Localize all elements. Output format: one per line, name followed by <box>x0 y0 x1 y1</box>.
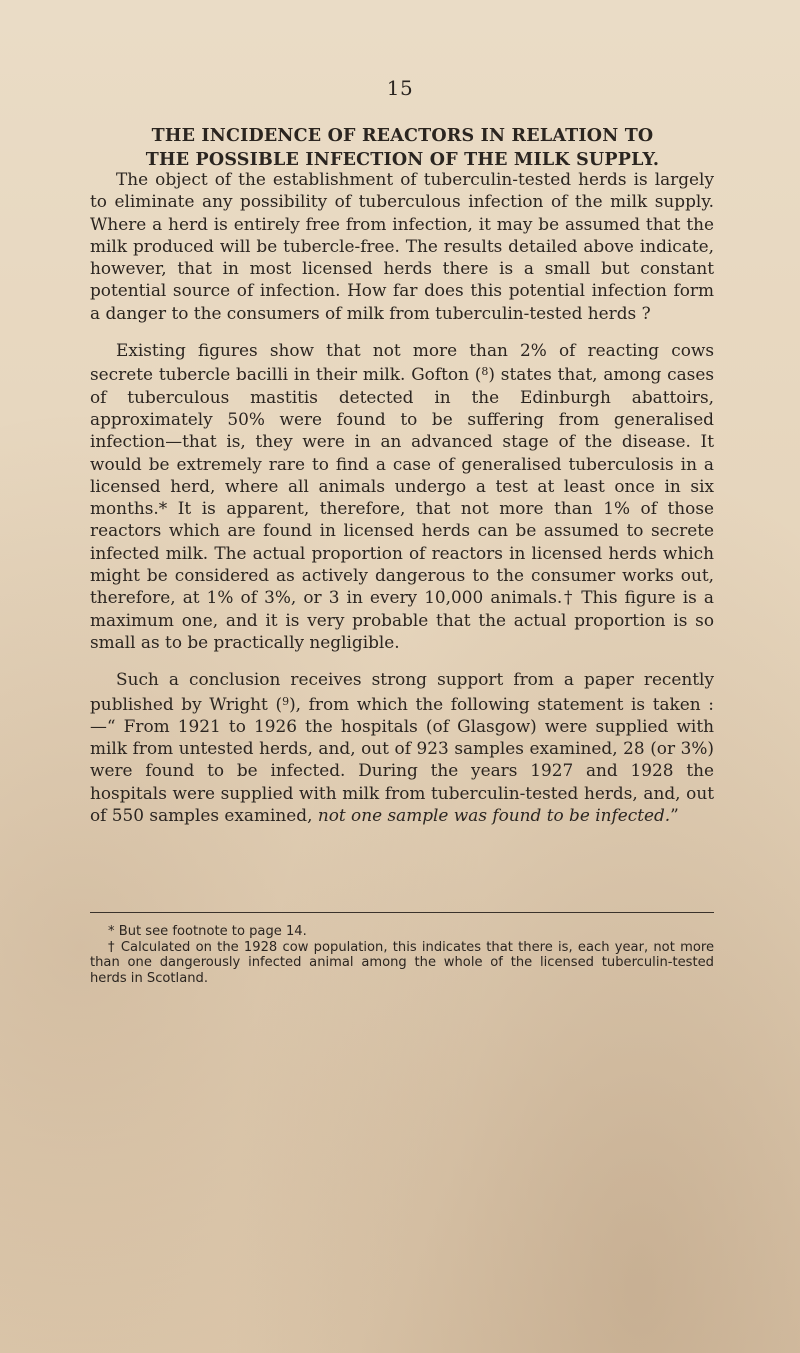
heading-line-2: THE POSSIBLE INFECTION OF THE MILK SUPPLY. <box>145 150 660 170</box>
paragraph-3-italic-text: not one sample was found to be infected. <box>317 805 671 826</box>
heading-line-1: THE INCIDENCE OF REACTORS IN RELATION TO <box>151 126 654 146</box>
reference-number: 8 <box>481 365 489 379</box>
reference-number: 9 <box>282 694 290 708</box>
footnote-1: * But see footnote to page 14. <box>108 924 307 939</box>
paragraph-2 <box>90 339 714 653</box>
body-text <box>90 168 714 841</box>
closing-quote: ” <box>670 805 679 826</box>
footnote-2: † Calculated on the 1928 cow population, this indicates that there is, each year, not more than one dangerously infected animal among the whole of the licensed tuberculin-tested herds in Scotland. <box>90 939 714 986</box>
paragraph-3-text-b: ), from which the following statement is taken :—“ From 1921 to 1926 the hospitals (of Glasgow) were supplied with milk from untested herds, and, out of 923 samples examined, 28 (or 3%) were found to be infected. During the years 1927 and 1928 the hospitals were supplied with milk from tuberculin-tested herds, and, out of 550 samples examined, <box>90 693 714 826</box>
paragraph-3 <box>90 668 714 826</box>
footnotes <box>90 924 714 986</box>
paragraph-2-text-a: Existing figures show that not more than 2% of reacting cows secrete tubercle bacilli in their milk. Gofton ( <box>90 340 714 385</box>
footnote-divider <box>90 912 714 913</box>
page-number: 15 <box>386 76 414 100</box>
section-heading <box>90 124 715 172</box>
paragraph-3-text-a: Such a conclusion receives strong support from a paper recently published by Wright ( <box>90 669 714 714</box>
paragraph-1: The object of the establishment of tuberculin-tested herds is largely to eliminate any possibility of tuberculous infection of the milk supply. Where a herd is entirely free from infection, it may be assumed that the milk produced will be tubercle-free. The results detailed above indicate, however, that in most licensed herds there is a small but constant potential source of infection. How far does this potential infection form a danger to the consumers of milk from tuberculin-tested herds ? <box>90 169 714 323</box>
paragraph-2-text-b: ) states that, among cases of tuberculous mastitis detected in the Edinburgh abattoirs, approximately 50% were found to be suffering from generalised infection—that is, they were in an advanced stage of the disease. It would be extremely rare to find a case of generalised tuberculosis in a licensed herd, where all animals undergo a test at least once in six months.* It is apparent, therefore, that not more than 1% of those reactors which are found in licensed herds can be assumed to secrete infected milk. The actual proportion of reactors in licensed herds which might be considered as actively dangerous to the consumer works out, therefore, at 1% of 3%, or 3 in every 10,000 animals.† This figure is a maximum one, and it is very probable that the actual proportion is so small as to be practically negligible. <box>90 364 714 652</box>
